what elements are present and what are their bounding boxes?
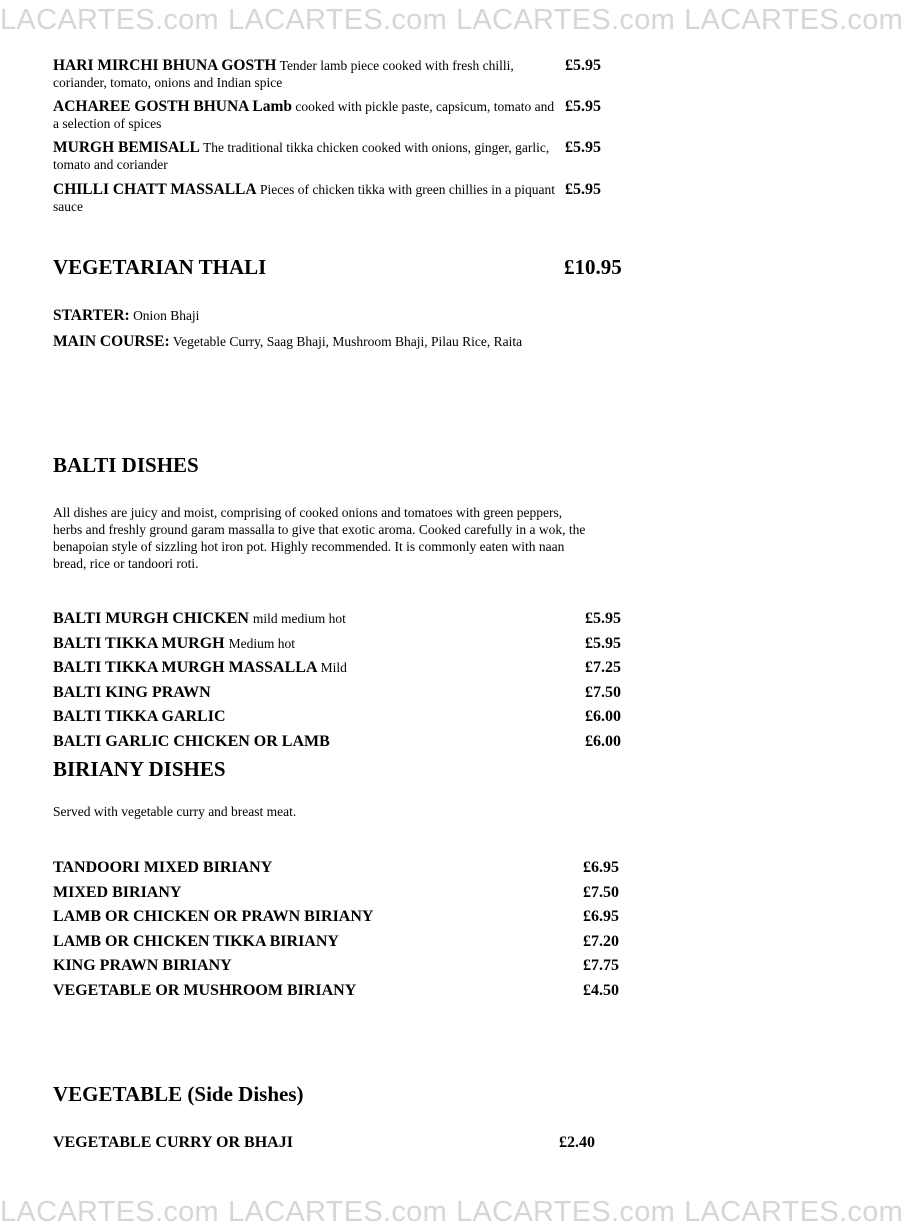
vegetable-item: VEGETABLE CURRY OR BHAJI xyxy=(53,1134,293,1151)
watermark-text: LACARTES.com xyxy=(228,4,448,36)
item-price: £5.95 xyxy=(585,635,621,652)
thali-main-course xyxy=(53,333,553,350)
watermark-bottom xyxy=(0,1192,904,1232)
item-desc: Tender lamb piece cooked with fresh chilli, coriander, tomato, onions and Indian spice xyxy=(53,58,514,90)
item-price: £7.50 xyxy=(585,684,621,701)
item-price: £5.95 xyxy=(565,139,601,156)
biriany-item: VEGETABLE OR MUSHROOM BIRIANY xyxy=(53,982,357,999)
menu-item xyxy=(53,181,558,215)
section-title-balti: BALTI DISHES xyxy=(53,453,199,477)
starter-text: Onion Bhaji xyxy=(133,308,200,323)
section-title-thali: VEGETARIAN THALI xyxy=(53,255,267,279)
item-desc: Medium hot xyxy=(228,636,295,651)
thali-price: £10.95 xyxy=(564,255,622,279)
biriany-intro: Served with vegetable curry and breast meat. xyxy=(53,804,297,819)
menu-item xyxy=(53,98,558,132)
item-desc: Mild xyxy=(320,660,347,675)
item-name: BALTI TIKKA MURGH xyxy=(53,635,225,652)
balti-item xyxy=(53,684,211,702)
item-name: ACHAREE GOSTH BHUNA Lamb xyxy=(53,98,293,115)
item-price: £5.95 xyxy=(565,181,601,198)
biriany-item: MIXED BIRIANY xyxy=(53,884,182,901)
item-desc: The traditional tikka chicken cooked with onions, ginger, garlic, tomato and coriander xyxy=(53,140,550,172)
biriany-item: KING PRAWN BIRIANY xyxy=(53,957,232,974)
item-name: HARI MIRCHI BHUNA GOSTH xyxy=(53,57,277,74)
biriany-item: LAMB OR CHICKEN OR PRAWN BIRIANY xyxy=(53,908,374,925)
item-name: CHILLI CHATT MASSALLA xyxy=(53,181,257,198)
biriany-item: TANDOORI MIXED BIRIANY xyxy=(53,859,273,876)
balti-item xyxy=(53,635,295,653)
menu-item xyxy=(53,57,558,91)
starter-label: STARTER: xyxy=(53,307,130,324)
item-name: MURGH BEMISALL xyxy=(53,139,200,156)
balti-item xyxy=(53,610,346,628)
main-course-label: MAIN COURSE: xyxy=(53,333,170,350)
watermark-text: LACARTES.com xyxy=(228,1196,448,1228)
watermark-text: LACARTES.com xyxy=(0,1196,220,1228)
item-price: £4.50 xyxy=(583,982,619,999)
item-price: £5.95 xyxy=(565,57,601,74)
item-price: £7.25 xyxy=(585,659,621,676)
section-title-vegetable: VEGETABLE (Side Dishes) xyxy=(53,1082,304,1106)
item-price: £6.00 xyxy=(585,733,621,750)
item-desc: mild medium hot xyxy=(252,611,346,626)
menu-item xyxy=(53,139,558,173)
watermark-text: LACARTES.com xyxy=(456,4,676,36)
item-name: BALTI MURGH CHICKEN xyxy=(53,610,249,627)
item-name: BALTI GARLIC CHICKEN OR LAMB xyxy=(53,733,330,750)
section-title-biriany: BIRIANY DISHES xyxy=(53,757,226,781)
item-price: £2.40 xyxy=(559,1134,595,1151)
biriany-item: LAMB OR CHICKEN TIKKA BIRIANY xyxy=(53,933,339,950)
item-price: £5.95 xyxy=(585,610,621,627)
item-price: £7.50 xyxy=(583,884,619,901)
balti-item xyxy=(53,733,330,751)
item-name: BALTI KING PRAWN xyxy=(53,684,211,701)
watermark-text: LACARTES.com xyxy=(684,1196,904,1228)
item-desc: Pieces of chicken tikka with green chillies in a piquant sauce xyxy=(53,182,555,214)
item-price: £6.95 xyxy=(583,859,619,876)
balti-intro: All dishes are juicy and moist, comprising of cooked onions and tomatoes with green peppers, herbs and freshly ground garam massalla to give that exotic aroma. Cooked carefully in a wok, the benapoian style of sizzling hot iron pot. Highly recommended. It is commonly eaten with naan bread, rice or tandoori roti. xyxy=(53,505,586,571)
item-price: £6.95 xyxy=(583,908,619,925)
item-price: £6.00 xyxy=(585,708,621,725)
item-price: £7.20 xyxy=(583,933,619,950)
thali-starter xyxy=(53,307,573,324)
balti-item xyxy=(53,708,226,726)
watermark-text: LACARTES.com xyxy=(456,1196,676,1228)
item-price: £7.75 xyxy=(583,957,619,974)
item-price: £5.95 xyxy=(565,98,601,115)
item-desc: cooked with pickle paste, capsicum, tomato and a selection of spices xyxy=(53,99,555,131)
item-name: BALTI TIKKA GARLIC xyxy=(53,708,226,725)
watermark-top xyxy=(0,0,904,40)
watermark-text: LACARTES.com xyxy=(684,4,904,36)
item-name: BALTI TIKKA MURGH MASSALLA xyxy=(53,659,317,676)
main-course-text: Vegetable Curry, Saag Bhaji, Mushroom Bhaji, Pilau Rice, Raita xyxy=(172,334,523,349)
watermark-text: LACARTES.com xyxy=(0,4,220,36)
balti-item xyxy=(53,659,347,677)
